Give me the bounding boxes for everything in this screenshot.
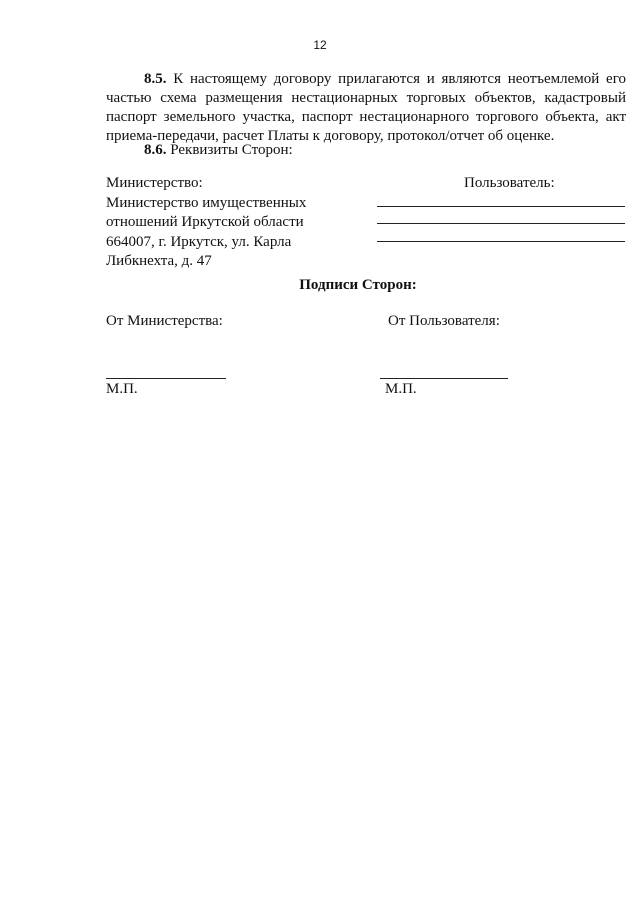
- from-user-label: От Пользователя:: [388, 313, 500, 329]
- section-text: Реквизиты Сторон:: [166, 142, 293, 158]
- page-number: 12: [313, 38, 327, 52]
- section-number: 8.6.: [144, 142, 167, 158]
- user-details-blank-line: [377, 206, 625, 207]
- signatures-heading: Подписи Сторон:: [299, 277, 417, 293]
- section-text: К настоящему договору прилагаются и являются неотъемлемой его частью схема размещения нестационарных торговых объектов, кадастровый паспорт земельного участка, паспорт нестационарного торгового объекта, акт приема-передачи, расчет Платы к договору, протокол/отчет об оценке.: [106, 71, 626, 144]
- ministry-details: [106, 174, 336, 272]
- user-stamp-label: М.П.: [385, 381, 417, 397]
- user-heading: Пользователь:: [464, 175, 555, 191]
- ministry-signature-line: [106, 378, 226, 379]
- user-signature-line: [380, 378, 508, 379]
- ministry-address-line: Либкнехта, д. 47: [106, 253, 212, 269]
- section-8-6: [106, 141, 626, 160]
- ministry-heading: Министерство:: [106, 175, 203, 191]
- section-number: 8.5.: [144, 71, 167, 87]
- ministry-name-line: отношений Иркутской области: [106, 214, 304, 230]
- ministry-stamp-label: М.П.: [106, 381, 138, 397]
- from-ministry-label: От Министерства:: [106, 313, 223, 329]
- user-details-blank-line: [377, 223, 625, 224]
- ministry-name-line: Министерство имущественных: [106, 194, 307, 211]
- user-details-blank-line: [377, 241, 625, 242]
- ministry-address-line: 664007, г. Иркутск, ул. Карла: [106, 233, 292, 250]
- section-8-5: [106, 70, 626, 146]
